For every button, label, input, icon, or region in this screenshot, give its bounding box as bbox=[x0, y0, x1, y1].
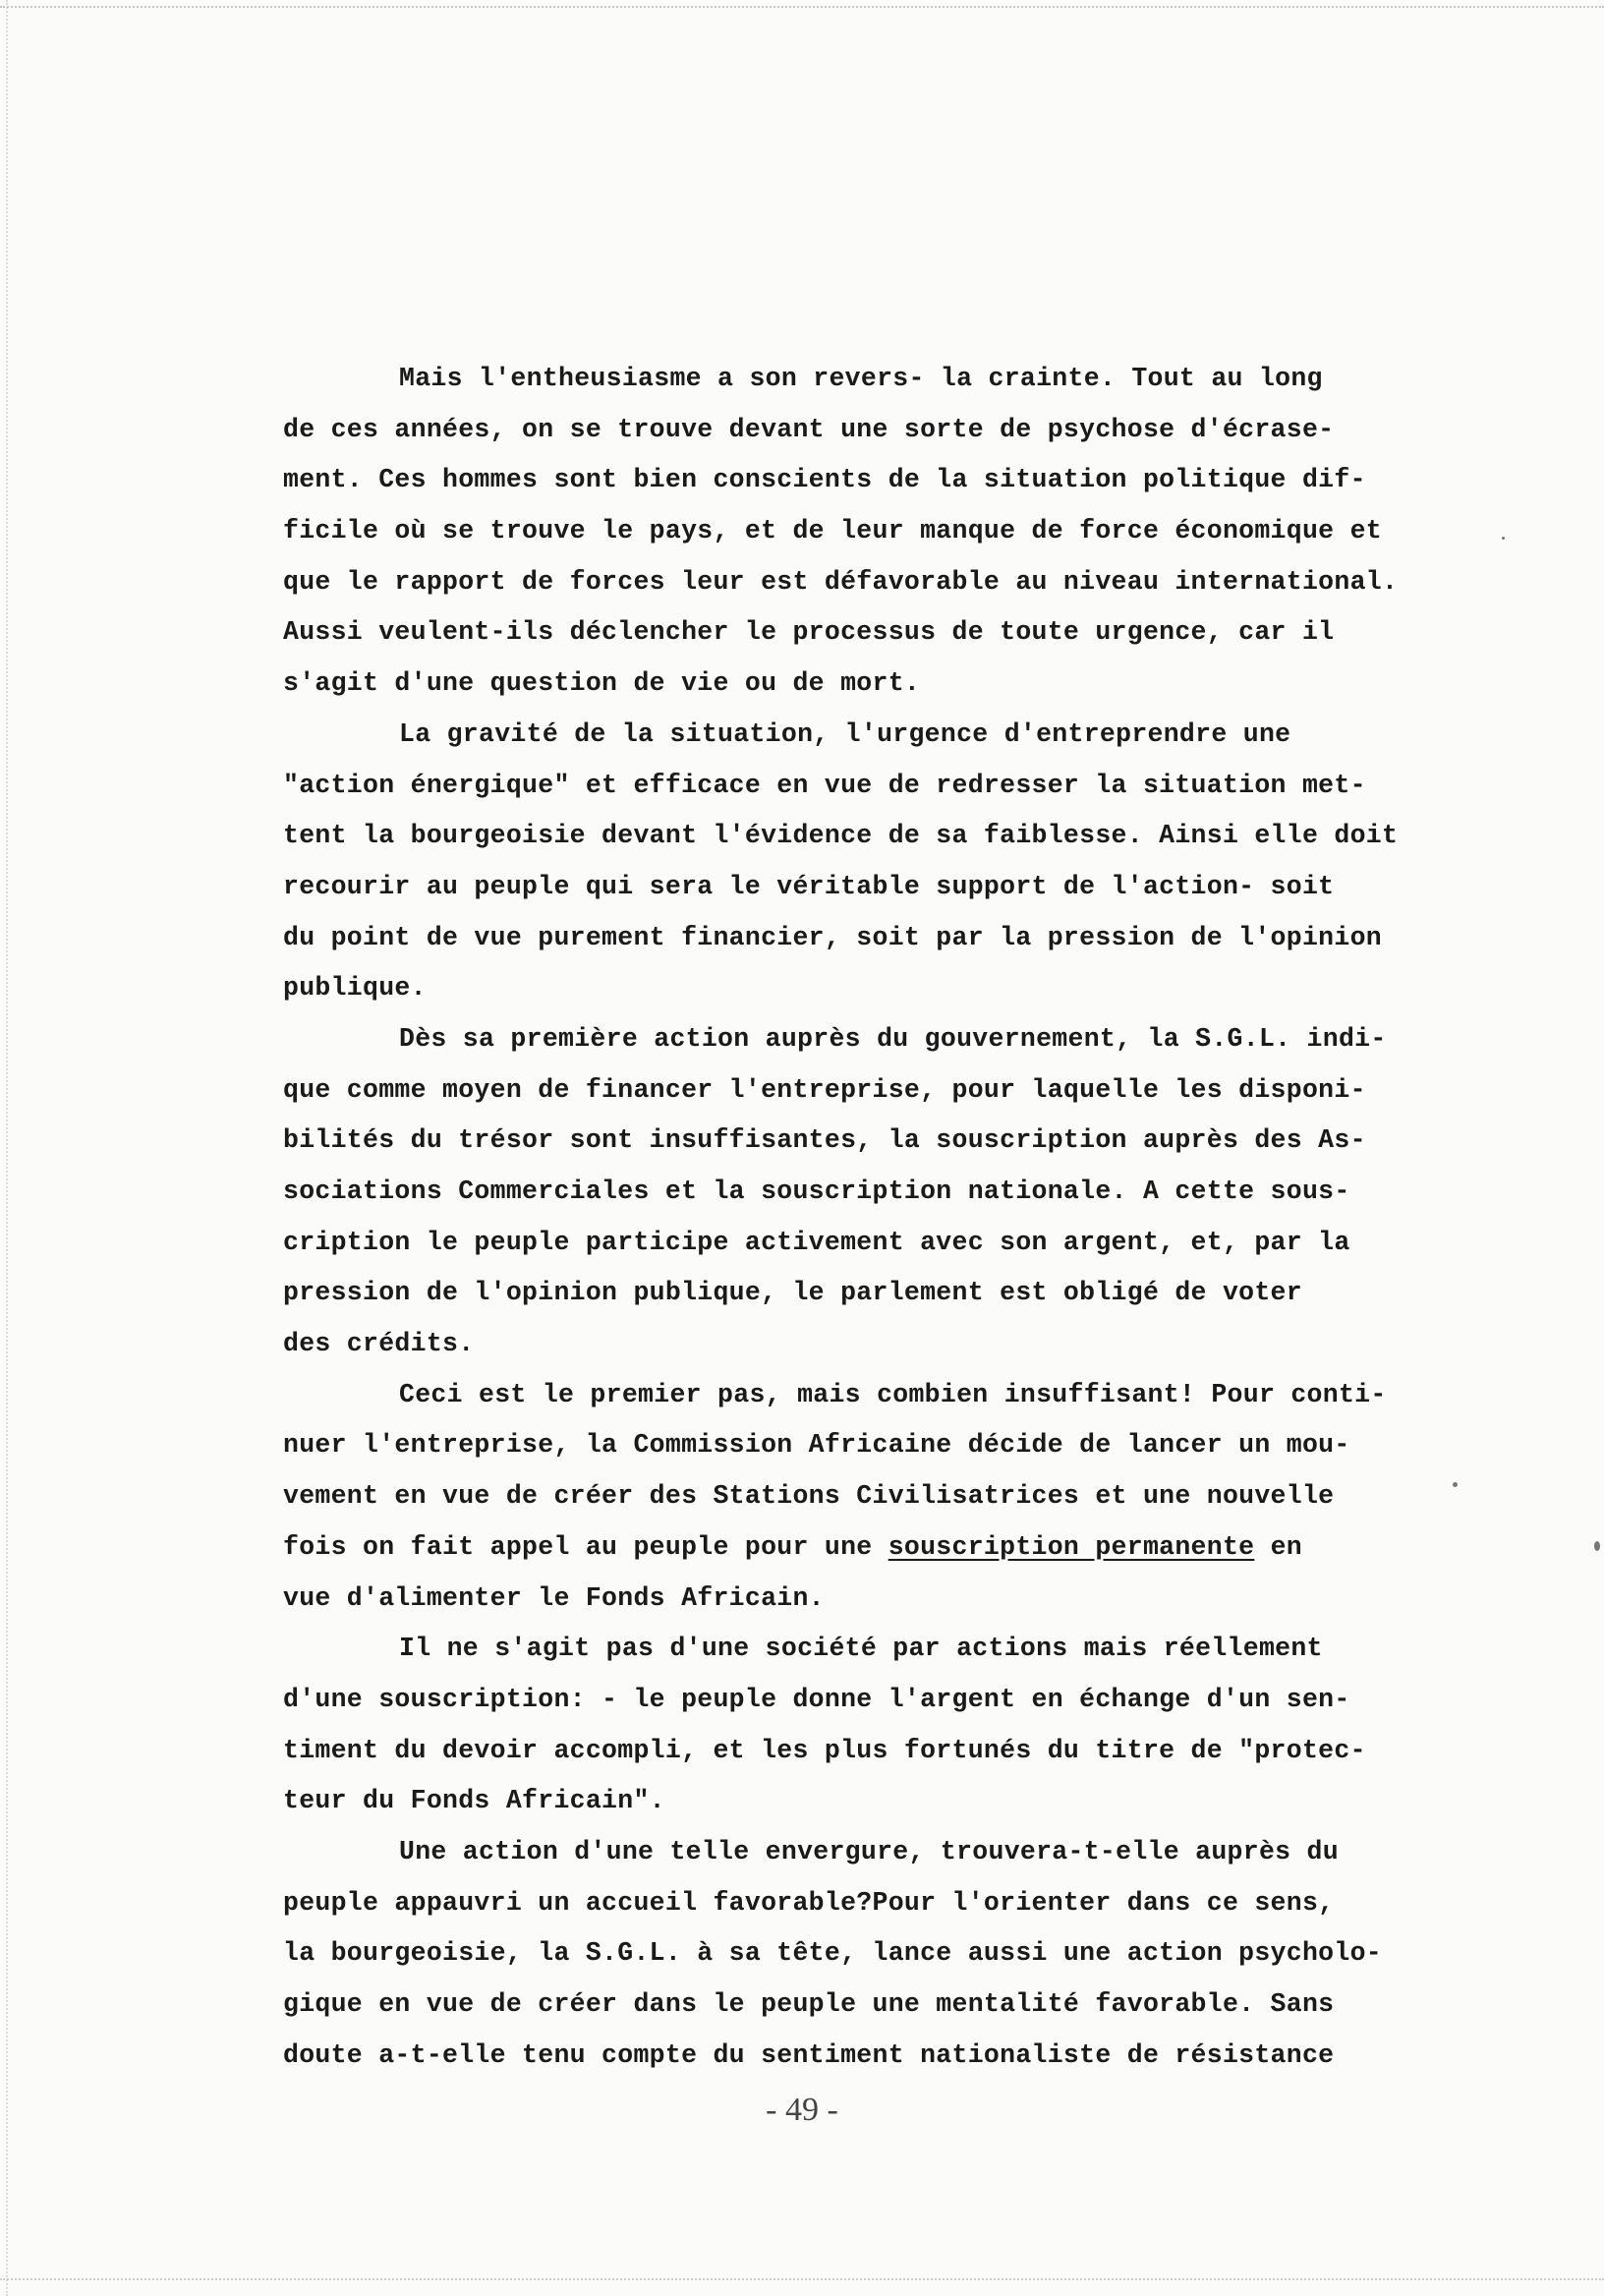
text-line: Dès sa première action auprès du gouvernement, la S.G.L. indi- bbox=[399, 1023, 1387, 1054]
scan-edge-bottom bbox=[0, 2278, 1604, 2294]
text-line: gique en vue de créer dans le peuple une mentalité favorable. Sans bbox=[283, 1989, 1335, 2019]
text-line: pression de l'opinion publique, le parlement est obligé de voter bbox=[283, 1278, 1302, 1308]
text-line: tent la bourgeoisie devant l'évidence de sa faiblesse. Ainsi elle doit bbox=[283, 821, 1399, 851]
underlined-phrase: souscription permanente bbox=[888, 1531, 1255, 1562]
text-line: Mais l'entheusiasme a son revers- la crainte. Tout au long bbox=[399, 364, 1323, 393]
text-line: timent du devoir accompli, et les plus fortunés du titre de "protec- bbox=[283, 1735, 1366, 1765]
text-line: doute a-t-elle tenu compte du sentiment nationaliste de résistance bbox=[283, 2039, 1335, 2070]
page-number: - 49 - bbox=[766, 2092, 838, 2128]
text-line: cription le peuple participe activement avec son argent, et, par la bbox=[283, 1227, 1350, 1257]
text-line: peuple appauvri un accueil favorable?Pour l'orienter dans ce sens, bbox=[283, 1887, 1335, 1918]
text-line: d'une souscription: - le peuple donne l'argent en échange d'un sen- bbox=[283, 1684, 1350, 1714]
typewritten-body bbox=[283, 354, 1502, 2081]
text-line: que comme moyen de financer l'entreprise, pour laquelle les disponi- bbox=[283, 1074, 1366, 1105]
text-line: nuer l'entreprise, la Commission Africaine décide de lancer un mou- bbox=[283, 1430, 1350, 1461]
text-line: "action énergique" et efficace en vue de redresser la situation met- bbox=[283, 770, 1366, 800]
text-line: ment. Ces hommes sont bien conscients de la situation politique dif- bbox=[283, 465, 1366, 495]
text-line: du point de vue purement financier, soit par la pression de l'opinion bbox=[283, 922, 1382, 952]
text-segment: en bbox=[1254, 1531, 1302, 1562]
text-line: La gravité de la situation, l'urgence d'entreprendre une bbox=[399, 718, 1291, 749]
text-line: sociations Commerciales et la souscription nationale. A cette sous- bbox=[283, 1177, 1350, 1206]
scan-speck bbox=[1453, 1482, 1458, 1487]
text-line: Ceci est le premier pas, mais combien insuffisant! Pour conti- bbox=[399, 1379, 1387, 1409]
text-line: Une action d'une telle envergure, trouvera-t-elle auprès du bbox=[399, 1836, 1339, 1866]
text-line: ficile où se trouve le pays, et de leur manque de force économique et bbox=[283, 516, 1382, 546]
scan-edge-top bbox=[0, 6, 1604, 14]
text-segment: fois on fait appel au peuple pour une bbox=[283, 1531, 888, 1562]
text-line: la bourgeoisie, la S.G.L. à sa tête, lance aussi une action psycholo- bbox=[283, 1938, 1382, 1969]
text-line: Aussi veulent-ils déclencher le processus de toute urgence, car il bbox=[283, 617, 1335, 648]
text-line: vue d'alimenter le Fonds Africain. bbox=[283, 1582, 825, 1613]
scan-edge-left bbox=[0, 0, 8, 2296]
text-line: recourir au peuple qui sera le véritable support de l'action- soit bbox=[283, 871, 1335, 901]
text-line: teur du Fonds Africain". bbox=[283, 1786, 665, 1816]
text-line bbox=[283, 1522, 1502, 1574]
scan-speck bbox=[1502, 537, 1505, 540]
text-line: s'agit d'une question de vie ou de mort. bbox=[283, 668, 921, 699]
text-line: des crédits. bbox=[283, 1329, 475, 1359]
text-line: que le rapport de forces leur est défavorable au niveau international. bbox=[283, 566, 1399, 597]
scan-speck bbox=[1594, 1541, 1600, 1551]
text-line: de ces années, on se trouve devant une sorte de psychose d'écrase- bbox=[283, 414, 1335, 444]
text-line: Il ne s'agit pas d'une société par actions mais réellement bbox=[399, 1634, 1323, 1664]
text-line: vement en vue de créer des Stations Civilisatrices et une nouvelle bbox=[283, 1481, 1335, 1512]
text-line: publique. bbox=[283, 973, 427, 1004]
text-line: bilités du trésor sont insuffisantes, la souscription auprès des As- bbox=[283, 1125, 1366, 1156]
